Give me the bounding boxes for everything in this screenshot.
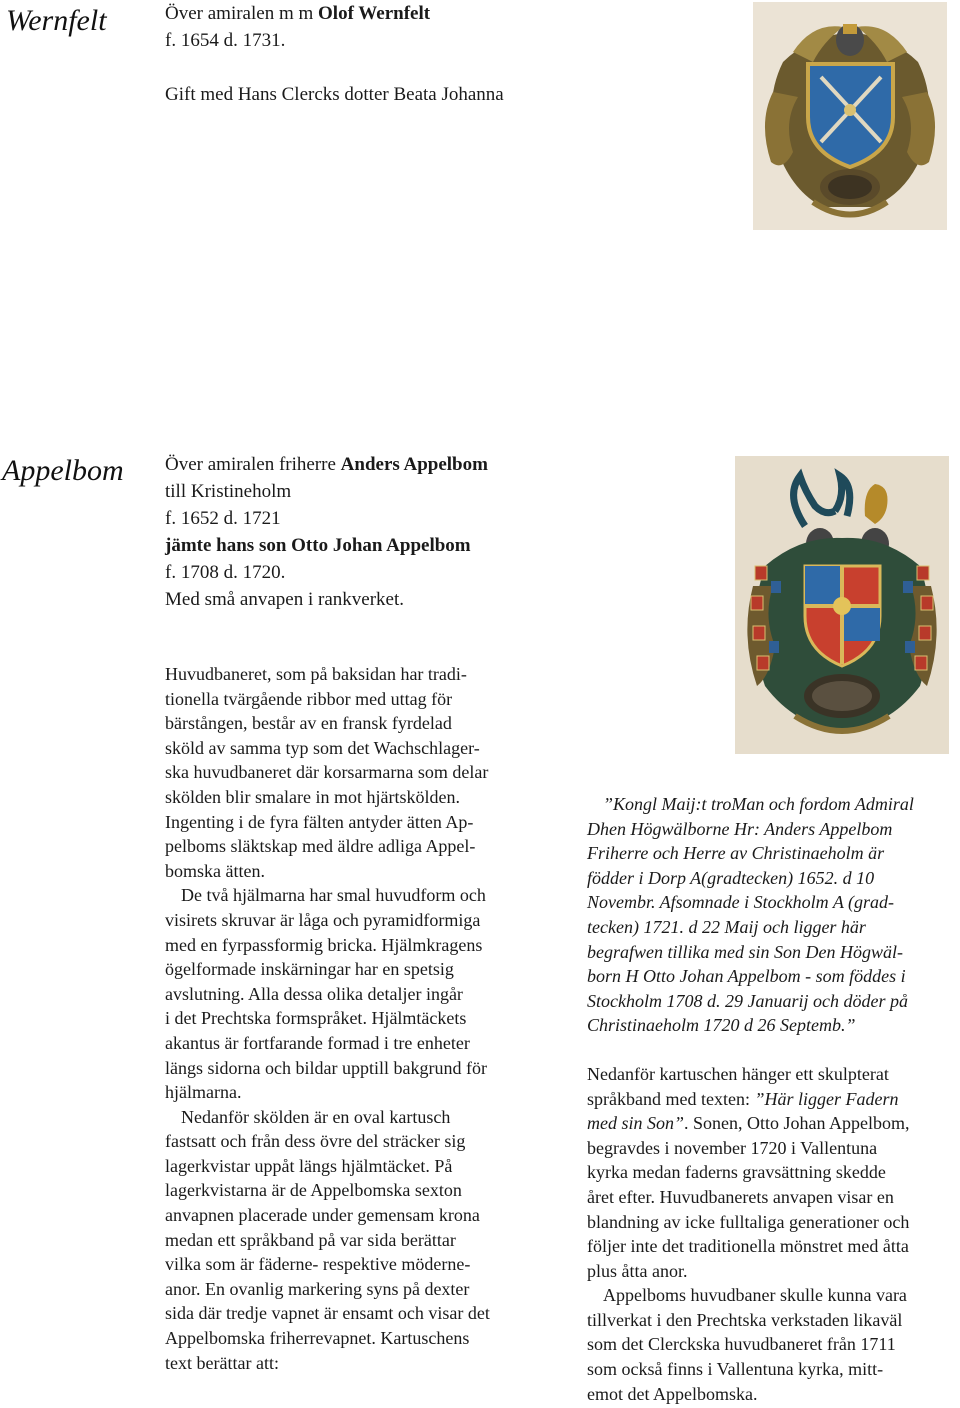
paragraph-ribbon — [587, 1062, 957, 1283]
appelbom-person-name: Anders Appelbom — [340, 454, 488, 475]
quote-line: födder i Dorp A(gradtecken) 1652. d 10 — [587, 867, 875, 888]
text-line: skölden blir smalare in mot hjärtskölden. — [165, 786, 460, 807]
appelbom-info — [165, 451, 488, 613]
quote-line: ”Kongl Maij:t troMan och fordom Admiral — [603, 794, 914, 814]
paragraph-cartouche — [165, 1105, 565, 1376]
wernfelt-info — [165, 0, 504, 108]
ribbon-quote: ”Här ligger Fadern — [754, 1088, 899, 1109]
quote-line: tecken) 1721. d 22 Maij och ligger här — [587, 916, 866, 937]
text-line: året efter. Huvudbanerets anvapen visar en — [587, 1186, 894, 1207]
text-line: De två hjälmarna har smal huvudform och — [181, 885, 486, 906]
text-line: Appelboms huvudbaner skulle kunna vara — [603, 1285, 907, 1306]
text-line: ögelformade inskärningar har en spetsig — [165, 959, 454, 980]
text-line: i det Prechtska formspråket. Hjälmtäckets — [165, 1008, 467, 1029]
text-line: följer inte det traditionella mönstret med åtta — [587, 1236, 909, 1257]
text-line: bärstången, består av en fransk fyrdelad — [165, 713, 452, 734]
left-column-text — [165, 662, 565, 1375]
quote-line: Dhen Högwälborne Hr: Anders Appelbom — [587, 818, 893, 839]
text-line: visirets skruvar är låga och pyramidformiga — [165, 909, 481, 930]
cartouche-quote — [587, 792, 957, 1038]
text-line: avslutning. Alla dessa olika detaljer ingår — [165, 983, 463, 1004]
text-line: sköld av samma typ som det Wachschlager- — [165, 737, 480, 758]
text-line: anor. En ovanlig markering syns på dexter — [165, 1278, 470, 1299]
text-line: Appelbomska friherrevapnet. Kartuschens — [165, 1328, 470, 1349]
text-line: medan ett språkband på var sida berättar — [165, 1229, 456, 1250]
text-line — [587, 1111, 957, 1136]
text-line: ska huvudbaneret där korsarmarna som delar — [165, 762, 489, 783]
text-line: lagerkvistar uppåt längs hjälmtäcket. På — [165, 1155, 453, 1176]
appelbom-dates: f. 1652 d. 1721 — [165, 508, 281, 529]
text-line: kyrka medan faderns gravsättning skedde — [587, 1162, 886, 1183]
text-line: anvapnen placerade under gemensam krona — [165, 1205, 480, 1226]
wernfelt-person-name: Olof Wernfelt — [318, 3, 431, 24]
text-line: Ingenting i de fyra fälten antyder ätten Ap- — [165, 811, 474, 832]
appelbom-note: Med små anvapen i rankverket. — [165, 589, 404, 610]
quote-line: Novembr. Afsomnade i Stockholm A (grad- — [587, 892, 894, 913]
text-line: pelboms släktskap med äldre adliga Appel- — [165, 836, 476, 857]
text-line: emot det Appelbomska. — [587, 1383, 758, 1404]
text-line: blandning av icke fulltaliga generationer och — [587, 1211, 910, 1232]
quote-line: begrafwen tillika med sin Son Den Högwäl- — [587, 941, 903, 962]
text-line: Nedanför kartuschen hänger ett skulpterat — [587, 1063, 889, 1084]
quote-line: Friherre och Herre av Christinaeholm är — [587, 843, 885, 864]
paragraph-helmets — [165, 883, 565, 1104]
paragraph-workshop — [587, 1283, 957, 1406]
wernfelt-marriage: Gift med Hans Clercks dotter Beata Johanna — [165, 84, 504, 105]
text-line: plus åtta anor. — [587, 1260, 688, 1281]
wernfelt-banner-photo — [753, 2, 947, 230]
text-line: sida där tredje vapnet är ensamt och visar det — [165, 1303, 490, 1324]
text-fragment: språkband med texten: — [587, 1088, 755, 1109]
quote-line: born H Otto Johan Appelbom - som föddes i — [587, 966, 906, 987]
appelbom-banner-photo — [735, 456, 949, 754]
appelbom-son: jämte hans son Otto Johan Appelbom — [165, 535, 471, 556]
text-line: begravdes i november 1720 i Vallentuna — [587, 1137, 878, 1158]
text-line: med en fyrpassformig bricka. Hjälmkragens — [165, 934, 483, 955]
text-line: som det Clerckska huvudbaneret från 1711 — [587, 1334, 896, 1355]
text-line: lagerkvistarna är de Appelbomska sexton — [165, 1180, 462, 1201]
text-line: hjälmarna. — [165, 1082, 242, 1103]
text-line: vilka som är fäderne- respektive möderne- — [165, 1254, 471, 1275]
wernfelt-dates: f. 1654 d. 1731. — [165, 30, 286, 51]
text-line: tionella tvärgående ribbor med uttag för — [165, 688, 453, 709]
appelbom-title-prefix: Över amiralen friherre — [165, 454, 341, 475]
text-line: som också finns i Vallentuna kyrka, mitt- — [587, 1359, 884, 1380]
wernfelt-title-prefix: Över amiralen m m — [165, 3, 319, 24]
name-label-appelbom: Appelbom — [2, 454, 124, 487]
text-line: akantus är fortfarande formad i tre enheter — [165, 1032, 470, 1053]
text-line: Nedanför skölden är en oval kartusch — [181, 1106, 451, 1127]
quote-line: Stockholm 1708 d. 29 Januarij och döder på — [587, 990, 908, 1011]
name-label-wernfelt: Wernfelt — [6, 4, 107, 37]
text-line: längs sidorna och bildar upptill bakgrund för — [165, 1057, 487, 1078]
right-column-text — [587, 792, 957, 1406]
text-line: text berättar att: — [165, 1352, 279, 1373]
text-line: bomska ätten. — [165, 860, 265, 881]
text-line — [587, 1087, 957, 1112]
text-line: Huvudbaneret, som på baksidan har tradi- — [165, 664, 467, 684]
paragraph-banner-description — [165, 662, 565, 883]
ribbon-quote: med sin Son” — [587, 1113, 685, 1134]
appelbom-son-dates: f. 1708 d. 1720. — [165, 562, 286, 583]
quote-line: Christinaeholm 1720 d 26 Septemb.” — [587, 1015, 856, 1036]
appelbom-estate: till Kristineholm — [165, 481, 292, 502]
text-line: tillverkat i den Prechtska verkstaden likaväl — [587, 1309, 903, 1330]
text-fragment: . Sonen, Otto Johan Appelbom, — [684, 1113, 910, 1134]
text-line: fastsatt och från dess övre del sträcker sig — [165, 1131, 466, 1152]
